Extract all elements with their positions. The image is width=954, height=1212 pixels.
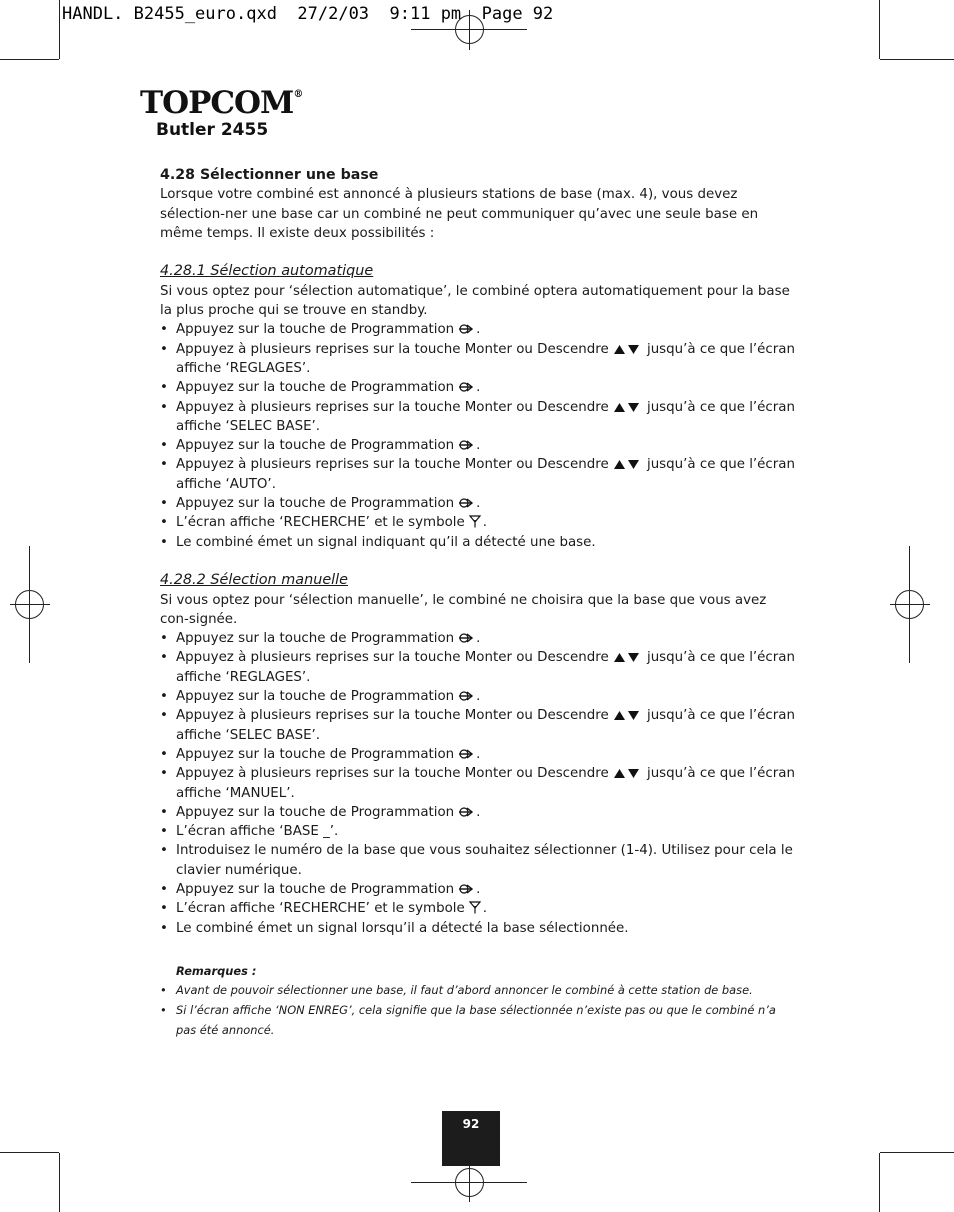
list-item [160,745,796,764]
step-text-after: . [476,322,481,338]
subsection-intro-auto: Si vous optez pour ‘sélection automatique’, le combiné optera automatiquement pour la base la plus proche qui se trouve en standby. [160,283,790,319]
step-text: Appuyez à plusieurs reprises sur la touche Monter ou Descendre [176,341,609,357]
step-text: Appuyez sur la touche de Programmation [176,496,455,512]
subsection-title-manual: 4.28.2 Sélection manuelle [160,572,349,589]
remarks [160,962,796,1040]
list-item [160,320,796,339]
list-item [160,687,796,706]
step-text: Appuyez sur la touche de Programmation [176,881,455,897]
remark-item: • Avant de pouvoir sélectionner une base, il faut d’abord annoncer le combiné à cette station de base. [176,981,796,1001]
step-text-after: jusqu’à ce que l’écran affiche ‘SELEC BASE’. [176,399,795,434]
step-text: Appuyez sur la touche de Programmation [176,438,455,454]
step-text: Appuyez sur la touche de Programmation [176,746,455,762]
step-text: L’écran affiche ‘BASE _’. [176,824,339,840]
step-text-after: jusqu’à ce que l’écran affiche ‘MANUEL’. [176,766,795,801]
subsection-title-auto: 4.28.1 Sélection automatique [160,263,374,280]
step-text: Le combiné émet un signal lorsqu’il a détecté la base sélectionnée. [176,920,629,936]
step-text-after: . [476,746,481,762]
section-intro: Lorsque votre combiné est annoncé à plusieurs stations de base (max. 4), vous devez sélection-ner une base car un combiné ne peut communiquer qu’avec une seule base en même temps. Il existe deux possibilités : [160,187,759,241]
page-number: 92 [442,1111,500,1166]
step-text-after: jusqu’à ce que l’écran affiche ‘AUTO’. [176,457,795,492]
menu-arrow-icon [458,632,474,644]
menu-arrow-icon [458,323,474,335]
list-item [160,706,796,745]
remarks-list [176,981,796,1040]
steps-list-auto [160,320,796,552]
step-text-after: . [476,438,481,454]
list-item [160,513,796,532]
step-text-after: . [482,901,488,917]
list-item [160,899,796,918]
antenna-icon [469,515,481,528]
step-text-after: jusqu’à ce que l’écran affiche ‘REGLAGES’. [176,650,795,685]
brand-logo-text: TOPCOM [140,85,294,121]
step-text: L’écran affiche ‘RECHERCHE’ et le symbole [176,515,465,531]
step-text-after: jusqu’à ce que l’écran affiche ‘REGLAGES’. [176,341,795,376]
menu-arrow-icon [458,883,474,895]
step-text: Appuyez sur la touche de Programmation [176,804,455,820]
brand-logo: TOPCOM® [140,85,303,121]
up-down-arrows-icon [613,458,641,470]
up-down-arrows-icon [613,343,641,355]
list-item [160,494,796,513]
list-item [160,841,796,880]
list-item [160,436,796,455]
up-down-arrows-icon [613,651,641,663]
step-text: L’écran affiche ‘RECHERCHE’ et le symbole [176,901,465,917]
list-item [160,803,796,822]
step-text: Appuyez à plusieurs reprises sur la touche Monter ou Descendre [176,766,609,782]
steps-list-manual [160,629,796,938]
step-text-after: . [476,631,481,647]
menu-arrow-icon [458,690,474,702]
step-text-after: jusqu’à ce que l’écran affiche ‘SELEC BASE’. [176,708,795,743]
step-text: Appuyez à plusieurs reprises sur la touche Monter ou Descendre [176,650,609,666]
section-title: 4.28 Sélectionner une base [160,167,379,183]
subsection-intro-manual: Si vous optez pour ‘sélection manuelle’, le combiné ne choisira que la base que vous avez con-signée. [160,592,767,627]
list-item [160,629,796,648]
menu-arrow-icon [458,497,474,509]
remarks-title: Remarques : [176,963,257,978]
step-text-after: . [476,689,481,705]
step-text: Appuyez sur la touche de Programmation [176,689,455,705]
menu-arrow-icon [458,748,474,760]
step-text: Le combiné émet un signal indiquant qu’il a détecté une base. [176,534,596,550]
step-text-after: . [482,515,488,531]
step-text: Appuyez sur la touche de Programmation [176,631,455,647]
menu-arrow-icon [458,381,474,393]
step-text: Appuyez sur la touche de Programmation [176,380,455,396]
step-text: Appuyez à plusieurs reprises sur la touche Monter ou Descendre [176,399,609,415]
step-text: Appuyez à plusieurs reprises sur la touche Monter ou Descendre [176,457,609,473]
list-item [160,880,796,899]
list-item [160,455,796,494]
up-down-arrows-icon [613,767,641,779]
step-text-after: . [476,380,481,396]
product-name: Butler 2455 [156,120,269,140]
step-text-after: . [476,881,481,897]
step-text: Introduisez le numéro de la base que vous souhaitez sélectionner (1-4). Utilisez pour cela le clavier numérique. [176,843,793,878]
list-item [160,822,796,841]
menu-arrow-icon [458,806,474,818]
up-down-arrows-icon [613,709,641,721]
remark-item: • Si l’écran affiche ‘NON ENREG’, cela signifie que la base sélectionnée n’existe pas ou que le combiné n’a pas été annoncé. [176,1001,796,1040]
list-item [160,378,796,397]
menu-arrow-icon [458,439,474,451]
main-content [160,166,796,1040]
list-item [160,398,796,437]
step-text-after: . [476,804,481,820]
list-item [160,919,796,938]
print-slug: HANDL. B2455_euro.qxd 27/2/03 9:11 pm Page 92 [62,4,554,24]
step-text: Appuyez à plusieurs reprises sur la touche Monter ou Descendre [176,708,609,724]
antenna-icon [469,901,481,914]
list-item [160,648,796,687]
list-item [160,533,796,552]
list-item [160,340,796,379]
list-item [160,764,796,803]
step-text-after: . [476,496,481,512]
step-text: Appuyez sur la touche de Programmation [176,322,455,338]
up-down-arrows-icon [613,401,641,413]
